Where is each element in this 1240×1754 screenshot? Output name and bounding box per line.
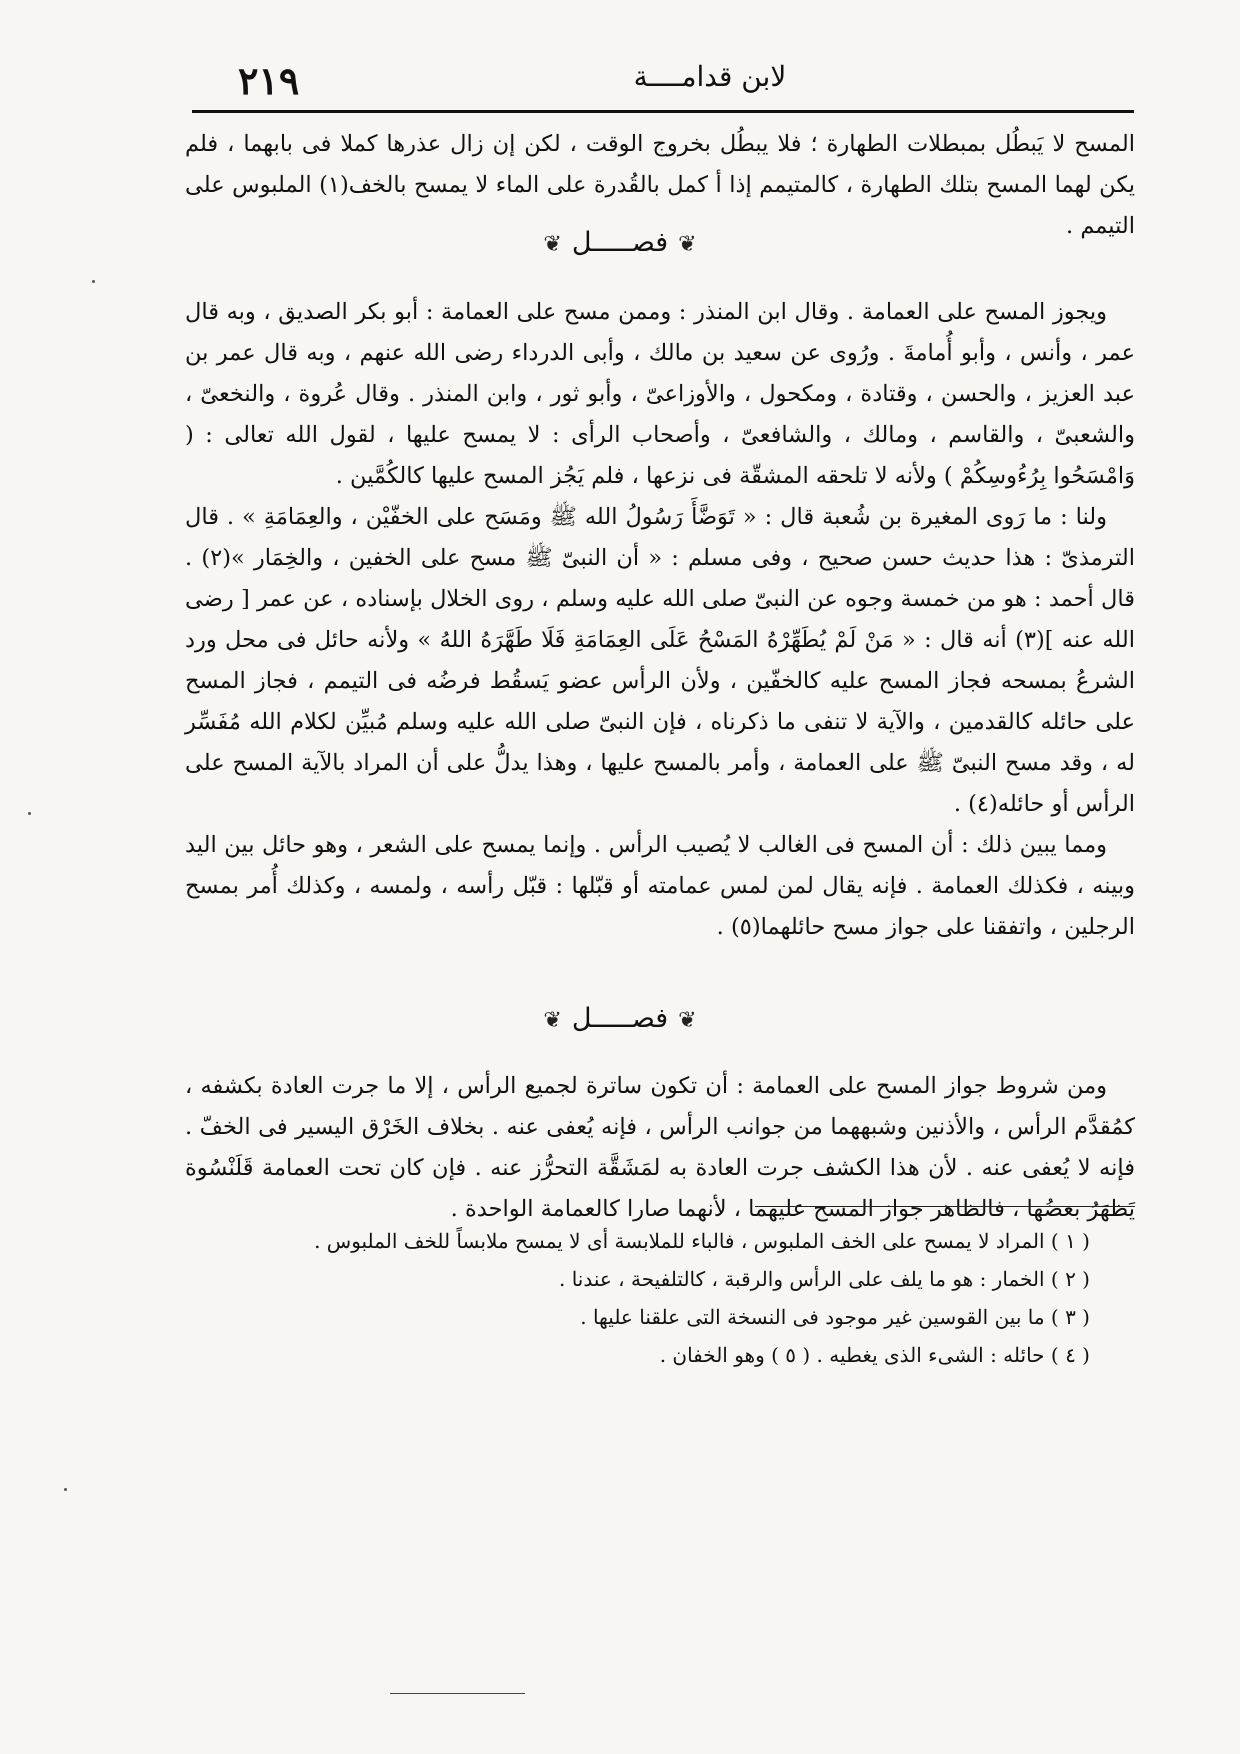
floral-ornament-icon: ❦ [678, 232, 697, 257]
footnote: ( ١ ) المراد لا يمسح على الخف الملبوس ، فالباء للملابسة أى لا يمسح ملابساً للخف الملبوس . [314, 1229, 1090, 1253]
bottom-rule [390, 1693, 525, 1694]
scan-speck [92, 280, 95, 283]
scan-speck [64, 1488, 67, 1491]
section-heading-1 [450, 227, 790, 258]
running-title: لابن قدامــــة [633, 60, 787, 93]
footnote: ( ٣ ) ما بين القوسين غير موجود فى النسخة التى علقنا عليها . [580, 1305, 1090, 1329]
page-number: ٢١٩ [238, 58, 300, 103]
paragraph: ويجوز المسح على العمامة . وقال ابن المنذر : وممن مسح على العمامة : أبو بكر الصديق ، وبه قال عمر ، وأنس ، وأبو أُمامةَ . ورُوى عن سعيد بن مالك ، وأبى الدرداء رضى الله عنهم ، وبه قال عمر بن عبد العزيز ، والحسن ، وقتادة ، ومكحول ، والأوزاعىّ ، وأبو ثور ، وابن المنذر . وقال عُروة ، والنخعىّ ، والشعبىّ ، والقاسم ، ومالك ، والشافعىّ ، وأصحاب الرأى : لا يمسح عليها ، لقول الله تعالى : ( وَامْسَحُوا بِرُءُوسِكُمْ ) ولأنه لا تلحقه المشقّة فى نزعها ، فلم يَجُز المسح عليها كالكُمَّين . [185, 299, 1135, 489]
scan-speck [28, 812, 31, 815]
header-rule [192, 110, 1134, 113]
paragraph: المسح لا يَبطُل بمبطلات الطهارة ؛ فلا يبطُل بخروج الوقت ، لكن إن زال عذرها كملا فى بابهما ، فلم يكن لهما المسح بتلك الطهارة ، كالمتيمم إذا أ كمل بالقُدرة على الماء لا يمسح بالخف(١) الملبوس على التيمم . [185, 131, 1136, 239]
paragraph: ولنا : ما رَوى المغيرة بن شُعبة قال : « تَوَضَّأَ رَسُولُ الله ﷺ ومَسَح على الخفّيْن ، والعِمَامَةِ » . قال الترمذىّ : هذا حديث حسن صحيح ، وفى مسلم : « أن النبىّ ﷺ مسح على الخفين ، والخِمَار »(٢) . قال أحمد : هو من خمسة وجوه عن النبىّ صلى الله عليه وسلم ، روى الخلال بإسناده ، عن عمر [ رضى الله عنه ](٣) أنه قال : « مَنْ لَمْ يُطَهِّرْهُ المَسْحُ عَلَى العِمَامَةِ فَلَا طَهَّرَهُ اللهُ » ولأنه حائل فى محل ورد الشرعُ بمسحه فجاز المسح عليه كالخفّين ، ولأن الرأس عضو يَسقُط فرضُه فى التيمم ، فجاز المسح على حائله كالقدمين ، والآية لا تنفى ما ذكرناه ، فإن النبىّ صلى الله عليه وسلم مُبيِّن لكلام الله مُفَسِّر له ، وقد مسح النبىّ ﷺ على العمامة ، وأمر بالمسح عليها ، وهذا يدلُّ على أن المراد بالآية المسح على الرأس أو حائله(٤) . [185, 504, 1135, 817]
paragraph: ومن شروط جواز المسح على العمامة : أن تكون ساترة لجميع الرأس ، إلا ما جرت العادة بكشفه ، كمُقدَّم الرأس ، والأذنين وشبههما من جوانب الرأس ، فإنه يُعفى عنه . بخلاف الخَرْق اليسير فى الخفّ . فإنه لا يُعفى عنه . لأن هذا الكشف جرت العادة به لمَشَقَّة التحرُّز عنه . فإن كان تحت العمامة قَلَنْسُوة يَظهَرُ بعضُها ، فالظاهر جواز المسح عليهما ، لأنهما صارا كالعمامة الواحدة . [185, 1073, 1135, 1222]
footnote: ( ٤ ) حائله : الشىء الذى يغطيه . ( ٥ ) وهو الخفان . [659, 1343, 1090, 1367]
floral-ornament-icon: ❦ [678, 1008, 697, 1033]
footnote: ( ٢ ) الخمار : هو ما يلف على الرأس والرقبة ، كالتلفيحة ، عندنا . [558, 1267, 1090, 1291]
footnotes [180, 1222, 1090, 1374]
paragraph: ومما يبين ذلك : أن المسح فى الغالب لا يُصيب الرأس . وإنما يمسح على الشعر ، وهو حائل بين اليد وبينه ، فكذلك العمامة . فإنه يقال لمن لمس عمامته أو قبّلها : قبّل رأسه ، ولمسه ، وكذلك أُمر بمسح الرجلين ، واتفقنا على جواز مسح حائلهما(٥) . [185, 832, 1135, 940]
section-2 [185, 292, 1135, 948]
footnote-rule [755, 1206, 1135, 1207]
section-heading-text: فصـــــل [571, 1003, 669, 1034]
section-heading-text: فصـــــل [571, 227, 669, 258]
floral-ornament-icon: ❦ [543, 232, 562, 257]
floral-ornament-icon: ❦ [543, 1008, 562, 1033]
section-heading-2 [450, 1003, 790, 1034]
